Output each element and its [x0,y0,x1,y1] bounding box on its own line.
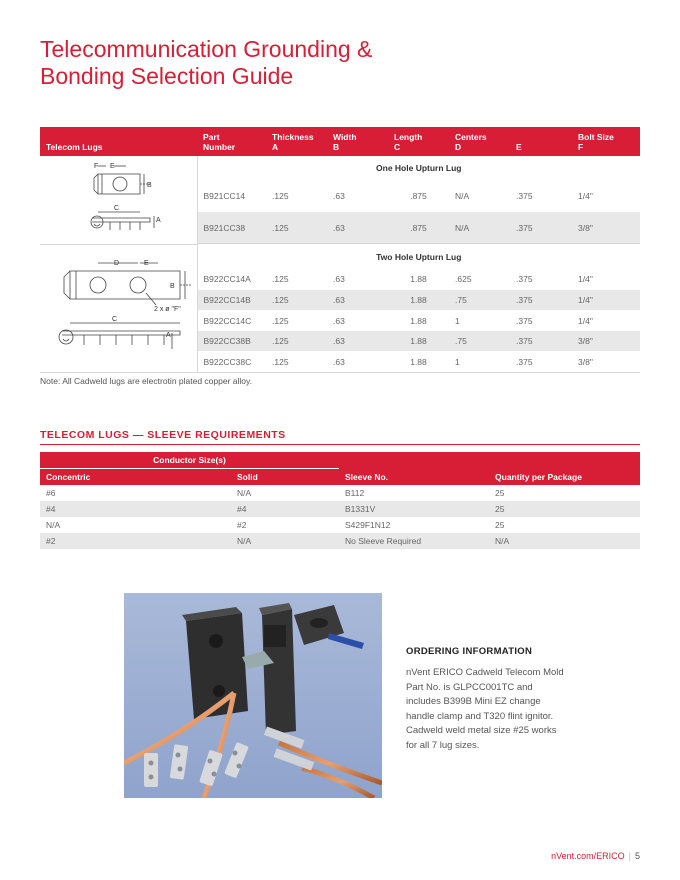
table-row [40,517,640,533]
cell-e: .375 [516,191,533,202]
mold-photo-illustration [124,593,382,798]
header-width [327,127,388,156]
cell-centers: .75 [449,290,510,311]
title-line-1: Telecommunication Grounding & [40,36,373,62]
cell-bolt: 3/8" [572,331,640,352]
cell-qty: N/A [489,533,640,549]
cell-length: 1.88 [410,274,427,285]
header-length [388,127,449,156]
cell-thickness: .125 [272,191,289,202]
sleeve-table [40,452,640,549]
cell-part: B922CC38C [197,351,266,372]
cell-part: B921CC38 [197,212,266,244]
cell-concentric: N/A [46,520,61,530]
cell-length: 1.88 [388,351,449,372]
header-part-1: Part [203,132,220,142]
cell-sleeve: B1331V [339,501,489,517]
mold-product-photo [124,593,382,798]
header-conductor-size: Conductor Size(s) [40,452,339,469]
cell-sleeve: S429F1N12 [345,520,391,530]
cell-length: 1.88 [388,331,449,352]
cell-bolt: 1/4" [578,274,593,285]
diagram-label-holes: 2 x ø "F" [154,306,181,313]
cell-e: .375 [510,212,572,244]
table-row [40,501,640,517]
table-row [40,485,640,501]
cell-concentric: #6 [46,488,56,498]
page-title [40,36,460,90]
diagram-label-e: E [110,163,115,170]
header-part-number [197,127,266,156]
header-thickness-2: A [272,142,279,152]
header-length-2: C [394,142,401,152]
diagram-label-c: C [114,205,120,212]
lug-table [40,127,640,373]
cell-sleeve: No Sleeve Required [339,533,489,549]
diagram-label-c: C [112,316,118,323]
header-bolt-1: Bolt Size [578,132,614,142]
cell-width: .63 [333,191,345,202]
cell-e: .375 [510,331,572,352]
page-number: 5 [634,851,640,861]
header-thickness [266,127,327,156]
header-centers [449,127,510,156]
header-length-1: Length [394,132,423,142]
group-title-row-two-hole [40,245,640,270]
group-title-one-hole: One Hole Upturn Lug [376,163,462,174]
group-title-row-one-hole [40,156,640,181]
cell-length: 1.88 [388,290,449,311]
cell-bolt: 3/8" [572,351,640,372]
cell-solid: N/A [231,533,339,549]
cell-length: 1.88 [410,315,427,326]
cell-thickness: .125 [266,290,327,311]
header-centers-2: D [455,142,462,152]
ordering-information [406,646,566,753]
cell-centers: .625 [455,274,472,285]
cell-qty: 25 [495,488,505,498]
ordering-heading: ORDERING INFORMATION [406,646,533,657]
ordering-text: nVent ERICO Cadweld Telecom Mold Part No. is GLPCC001TC and includes B399B Mini EZ change handle clamp and T320 flint ignitor. Cadweld weld metal size #25 works for all 7 lug sizes. [406,667,564,751]
cell-bolt: 1/4" [578,315,593,326]
cell-qty: 25 [489,501,640,517]
cell-concentric: #4 [40,501,231,517]
diagram-label-a: A [166,332,171,339]
cell-centers: 1 [455,315,460,326]
cell-solid: #4 [231,501,339,517]
cell-thickness: .125 [266,212,327,244]
cell-width: .63 [327,212,388,244]
header-width-2: B [333,142,340,152]
cell-length: .875 [388,212,449,244]
cell-thickness: .125 [266,351,327,372]
diagram-label-b: B [170,283,175,290]
header-bolt-size [572,127,640,156]
cell-centers: .75 [449,331,510,352]
header-quantity: Quantity per Package [489,452,640,485]
diagram-label-d: D [114,260,120,267]
diagram-label-f: F [94,163,99,170]
diagram-label-e: E [144,260,149,267]
cell-bolt: 1/4" [572,290,640,311]
cell-length: .875 [410,191,427,202]
cell-solid: N/A [237,488,252,498]
cell-width: .63 [333,274,345,285]
lug-note: Note: All Cadweld lugs are electrotin plated copper alloy. [40,376,252,386]
cell-e: .375 [510,290,572,311]
cell-solid: #2 [237,520,247,530]
header-sleeve-no: Sleeve No. [339,452,489,485]
page-footer [551,851,640,861]
cell-width: .63 [327,331,388,352]
cell-e: .375 [516,315,533,326]
cell-part: B922CC14B [197,290,266,311]
cell-part: B922CC14C [203,315,252,326]
footer-separator: | [628,851,631,861]
cell-part: B922CC38B [197,331,266,352]
title-line-2: Bonding Selection Guide [40,63,294,89]
diagram-label-a: A [156,217,161,224]
cell-centers: N/A [455,191,470,202]
header-solid: Solid [231,469,339,486]
header-centers-1: Centers [455,132,487,142]
one-hole-lug-drawing [40,156,197,242]
cell-width: .63 [327,351,388,372]
cell-concentric: #2 [40,533,231,549]
sleeve-header-row-1 [40,452,640,469]
cell-part: B922CC14A [203,274,251,285]
cell-centers: N/A [449,212,510,244]
header-concentric: Concentric [40,469,231,486]
header-telecom-lugs: Telecom Lugs [40,127,197,156]
cell-sleeve: B112 [345,488,365,498]
sleeve-section-heading: TELECOM LUGS — SLEEVE REQUIREMENTS [40,429,640,445]
cell-thickness: .125 [272,315,289,326]
diagram-label-b: B [147,182,152,189]
cell-qty: 25 [495,520,505,530]
cell-thickness: .125 [272,274,289,285]
two-hole-lug-diagram [40,245,197,373]
footer-website-link[interactable]: nVent.com/ERICO [551,851,625,861]
cell-width: .63 [333,315,345,326]
cell-bolt: 3/8" [572,212,640,244]
cell-e: .375 [516,274,533,285]
one-hole-lug-diagram [40,156,197,245]
header-part-2: Number [203,142,236,152]
group-title-two-hole: Two Hole Upturn Lug [376,251,462,262]
two-hole-lug-drawing [40,245,197,370]
lug-table-header [40,127,640,156]
cell-thickness: .125 [266,331,327,352]
cell-bolt: 1/4" [578,191,593,202]
cell-part: B921CC14 [203,191,246,202]
cell-width: .63 [327,290,388,311]
header-bolt-2: F [578,142,584,152]
cell-e: .375 [510,351,572,372]
cell-centers: 1 [449,351,510,372]
header-thickness-1: Thickness [272,132,314,142]
table-row [40,533,640,549]
header-width-1: Width [333,132,357,142]
header-e: E [510,127,572,156]
